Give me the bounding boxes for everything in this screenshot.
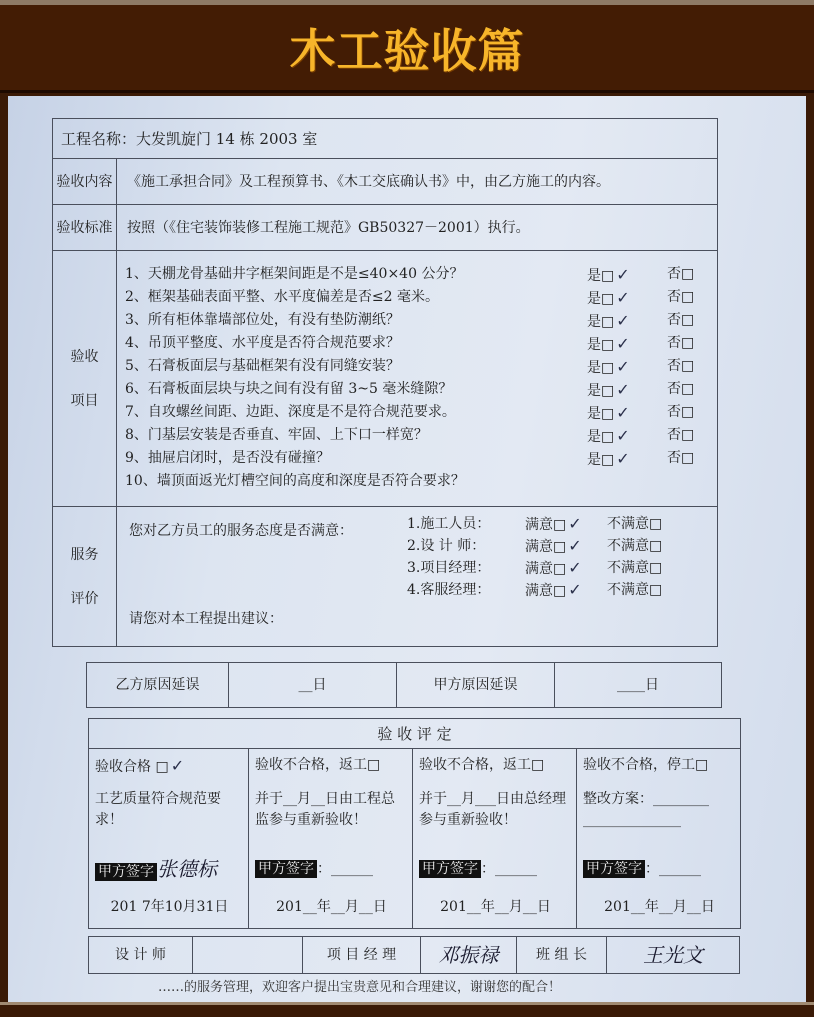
checkbox-icon: □ — [553, 561, 567, 577]
sign-date: 201__年__月__日 — [440, 899, 551, 915]
yes-checkbox[interactable] — [587, 447, 667, 470]
unsatisfied-checkbox[interactable] — [607, 579, 662, 601]
checkbox-icon: □ — [601, 337, 615, 353]
satisfied-label: 满意 — [525, 583, 553, 599]
option-head — [95, 755, 242, 777]
pm-label: 项 目 经 理 — [303, 937, 421, 974]
checkbox-icon: □ — [681, 312, 695, 328]
sign-date: 201 7年10月31日 — [110, 899, 229, 915]
leader-label: 班 组 长 — [517, 937, 607, 974]
option-head — [419, 755, 570, 777]
inspection-item — [117, 470, 717, 493]
inspection-item — [117, 332, 717, 355]
satisfied-checkbox[interactable] — [525, 513, 607, 535]
unsatisfied-label: 不满意 — [607, 516, 649, 532]
checkmark-icon: ✓ — [616, 265, 630, 284]
unsatisfied-label: 不满意 — [607, 538, 649, 554]
item-question: 2、框架基础表面平整、水平度偏差是否≤2 毫米。 — [125, 289, 439, 305]
item-question: 10、墙顶面返光灯槽空间的高度和深度是否符合要求？ — [125, 473, 465, 489]
document-photo — [8, 96, 806, 1002]
option-head — [255, 755, 406, 777]
yes-label: 是 — [587, 314, 601, 330]
satisfied-label: 满意 — [525, 517, 553, 533]
service-evaluation — [117, 507, 718, 647]
footer-text: ……的服务管理，欢迎客户提出宝贵意见和合理建议，谢谢您的配合！ — [158, 980, 562, 995]
checkbox-icon: □ — [601, 429, 615, 445]
yes-label: 是 — [587, 360, 601, 376]
standard-text: 按照（《住宅装饰装修工程施工规范》GB50327－2001）执行。 — [117, 205, 718, 251]
checkmark-icon: ✓ — [616, 311, 630, 330]
checkbox-icon: □ — [681, 266, 695, 282]
service-rating-row — [407, 513, 707, 535]
suggestion-label: 请您对本工程提出建议： — [129, 611, 283, 627]
unsatisfied-checkbox[interactable] — [607, 535, 662, 557]
item-question: 7、自攻螺丝间距、边距、深度是不是符合规范要求。 — [125, 404, 456, 420]
inspection-item — [117, 424, 717, 447]
inspection-item — [117, 378, 717, 401]
yes-checkbox[interactable] — [587, 401, 667, 424]
no-checkbox[interactable] — [667, 309, 717, 332]
checkbox-icon: □ — [681, 358, 695, 374]
yes-label: 是 — [587, 452, 601, 468]
checkbox-icon: □ — [601, 383, 615, 399]
page-title: 木工验收篇 — [289, 24, 525, 78]
service-label — [53, 507, 117, 647]
yes-checkbox[interactable] — [587, 424, 667, 447]
checkbox-icon: □ — [681, 450, 695, 466]
option-body: 整改方案：________ ______________ — [583, 791, 709, 828]
checkbox-icon: □ — [553, 583, 567, 599]
checkbox-icon: □ — [601, 406, 615, 422]
yes-checkbox[interactable] — [587, 263, 667, 286]
delay-table — [86, 662, 722, 708]
checkbox-icon: □ — [649, 582, 663, 598]
option-head-label: 验收不合格，返工□ — [255, 757, 381, 773]
role-label: 4.客服经理： — [407, 582, 491, 598]
delay-a-label: 甲方原因延误 — [397, 663, 555, 708]
signature: 张德标 — [157, 857, 217, 881]
checkbox-icon: □ — [681, 381, 695, 397]
signature-line — [419, 857, 572, 881]
checkbox-icon: □ — [601, 360, 615, 376]
designer-value[interactable] — [193, 937, 303, 974]
no-checkbox[interactable] — [667, 378, 717, 401]
checkbox-icon: □ — [649, 516, 663, 532]
option-head-label: 验收不合格，返工□ — [419, 757, 545, 773]
item-question: 8、门基层安装是否垂直、牢固、上下口一样宽？ — [125, 427, 428, 443]
checkmark-icon: ✓ — [616, 288, 630, 307]
satisfied-label: 满意 — [525, 561, 553, 577]
delay-b-value[interactable]: __日 — [229, 663, 397, 708]
item-question: 6、石膏板面层块与块之间有没有留 3~5 毫米缝隙？ — [125, 381, 453, 397]
yes-label: 是 — [587, 268, 601, 284]
checkbox-icon: □ — [681, 289, 695, 305]
sign-date: 201__年__月__日 — [276, 899, 387, 915]
content-text: 《施工承担合同》及工程预算书、《木工交底确认书》中，由乙方施工的内容。 — [117, 159, 718, 205]
inspection-items — [117, 251, 718, 507]
inspection-item — [117, 309, 717, 332]
checkbox-icon: □ — [601, 268, 615, 284]
leader-signature: 王光文 — [607, 937, 740, 974]
inspection-item — [117, 447, 717, 470]
role-label: 2.设 计 师： — [407, 538, 486, 554]
inspection-item — [117, 263, 717, 286]
service-label-2: 评价 — [70, 590, 99, 607]
checkbox-icon: □ — [681, 404, 695, 420]
sign-label: 甲方签字 — [583, 860, 645, 878]
evaluation-title: 验 收 评 定 — [89, 719, 741, 749]
unsatisfied-label: 不满意 — [607, 560, 649, 576]
checkbox-icon: □ — [681, 335, 695, 351]
no-checkbox[interactable] — [667, 263, 717, 286]
yes-label: 是 — [587, 406, 601, 422]
sign-label: 甲方签字 — [95, 863, 157, 881]
item-question: 9、抽屉启闭时，是否没有碰撞？ — [125, 450, 330, 466]
checkbox-icon: □ — [649, 560, 663, 576]
yes-label: 是 — [587, 337, 601, 353]
checkmark-icon: ✓ — [616, 426, 630, 445]
checkmark-icon: ✓ — [616, 380, 630, 399]
service-rating-row — [407, 579, 707, 601]
signature: ：______ — [481, 861, 537, 877]
checkbox-icon: □ — [553, 539, 567, 555]
banner — [0, 0, 814, 93]
delay-b-label: 乙方原因延误 — [87, 663, 229, 708]
checkmark-icon: ✓ — [616, 403, 630, 422]
checkmark-icon: ✓ — [568, 536, 582, 555]
checkmark-icon: ✓ — [616, 334, 630, 353]
evaluation-option[interactable] — [413, 749, 577, 929]
yes-label: 是 — [587, 429, 601, 445]
no-label: 否 — [667, 289, 681, 305]
service-rating-row — [407, 557, 707, 579]
checkmark-icon: ✓ — [616, 449, 630, 468]
service-rating-row — [407, 535, 707, 557]
no-label: 否 — [667, 404, 681, 420]
unsatisfied-checkbox[interactable] — [607, 557, 662, 579]
satisfied-label: 满意 — [525, 539, 553, 555]
yes-checkbox[interactable] — [587, 309, 667, 332]
checkmark-icon: ✓ — [568, 558, 582, 577]
evaluation-option[interactable] — [249, 749, 413, 929]
item-question: 4、吊顶平整度、水平度是否符合规范要求？ — [125, 335, 400, 351]
no-checkbox[interactable] — [667, 424, 717, 447]
checkbox-icon: □ — [553, 517, 567, 533]
inspection-item — [117, 286, 717, 309]
yes-label: 是 — [587, 291, 601, 307]
signature-line — [95, 857, 244, 881]
pm-signature: 邓振禄 — [421, 937, 517, 974]
signature: ：______ — [317, 861, 373, 877]
no-label: 否 — [667, 335, 681, 351]
item-question: 1、天棚龙骨基础井字框架间距是不是≤40×40 公分？ — [125, 266, 464, 282]
content-label: 验收内容 — [53, 159, 117, 205]
option-body: 并于__月___日由总经理参与重新验收！ — [419, 791, 566, 828]
role-label: 1.施工人员： — [407, 516, 491, 532]
checkbox-icon: □ — [649, 538, 663, 554]
service-ratings — [407, 513, 707, 601]
checkbox-icon: □ — [681, 427, 695, 443]
no-label: 否 — [667, 358, 681, 374]
yes-checkbox[interactable] — [587, 286, 667, 309]
yes-checkbox[interactable] — [587, 355, 667, 378]
signature: ：______ — [645, 861, 701, 877]
evaluation-table — [88, 718, 741, 929]
unsatisfied-checkbox[interactable] — [607, 513, 662, 535]
inspection-item — [117, 355, 717, 378]
no-checkbox[interactable] — [667, 332, 717, 355]
checkmark-icon: ✓ — [616, 357, 630, 376]
option-head — [583, 755, 734, 777]
signoff-table — [88, 936, 740, 974]
role-label: 3.项目经理： — [407, 560, 491, 576]
option-body: 工艺质量符合规范要求！ — [95, 791, 221, 828]
evaluation-option[interactable] — [577, 749, 741, 929]
yes-checkbox[interactable] — [587, 378, 667, 401]
checkbox-icon: □ — [601, 452, 615, 468]
satisfied-checkbox[interactable] — [525, 579, 607, 601]
satisfied-checkbox[interactable] — [525, 535, 607, 557]
no-checkbox[interactable] — [667, 447, 717, 470]
project-name-row — [53, 119, 718, 159]
sign-label: 甲方签字 — [419, 860, 481, 878]
signature-line — [583, 857, 736, 881]
option-body: 并于__月__日由工程总监参与重新验收！ — [255, 791, 395, 828]
item-question: 5、石膏板面层与基础框架有没有同缝安装？ — [125, 358, 400, 374]
standard-label: 验收标准 — [53, 205, 117, 251]
item-question: 3、所有柜体靠墙部位处，有没有垫防潮纸？ — [125, 312, 400, 328]
items-label — [53, 251, 117, 507]
signature-line — [255, 857, 408, 881]
evaluation-option[interactable] — [89, 749, 249, 929]
yes-label: 是 — [587, 383, 601, 399]
checkmark-icon: ✓ — [568, 580, 582, 599]
checkbox-icon: □ — [601, 291, 615, 307]
option-head-label: 验收不合格，停工□ — [583, 757, 709, 773]
items-label-1: 验收 — [70, 348, 99, 365]
no-label: 否 — [667, 266, 681, 282]
checkmark-icon: ✓ — [170, 756, 185, 775]
project-name: 大发凯旋门 14 栋 2003 室 — [136, 129, 318, 148]
service-question: 您对乙方员工的服务态度是否满意： — [129, 523, 353, 539]
inspection-item — [117, 401, 717, 424]
delay-a-value[interactable]: ____日 — [555, 663, 722, 708]
bottom-frame — [0, 1002, 814, 1017]
unsatisfied-label: 不满意 — [607, 582, 649, 598]
option-head-label: 验收合格 □ — [95, 759, 169, 775]
service-label-1: 服务 — [70, 546, 99, 563]
checkbox-icon: □ — [601, 314, 615, 330]
satisfied-checkbox[interactable] — [525, 557, 607, 579]
sign-label: 甲方签字 — [255, 860, 317, 878]
sign-date: 201__年__月__日 — [604, 899, 715, 915]
checkmark-icon: ✓ — [568, 514, 582, 533]
no-label: 否 — [667, 427, 681, 443]
no-label: 否 — [667, 450, 681, 466]
acceptance-form — [52, 118, 718, 647]
project-name-label: 工程名称： — [61, 129, 137, 148]
no-label: 否 — [667, 312, 681, 328]
yes-checkbox[interactable] — [587, 332, 667, 355]
no-checkbox[interactable] — [667, 286, 717, 309]
no-label: 否 — [667, 381, 681, 397]
no-checkbox[interactable] — [667, 355, 717, 378]
items-label-2: 项目 — [70, 392, 99, 409]
no-checkbox[interactable] — [667, 401, 717, 424]
designer-label: 设 计 师 — [89, 937, 193, 974]
